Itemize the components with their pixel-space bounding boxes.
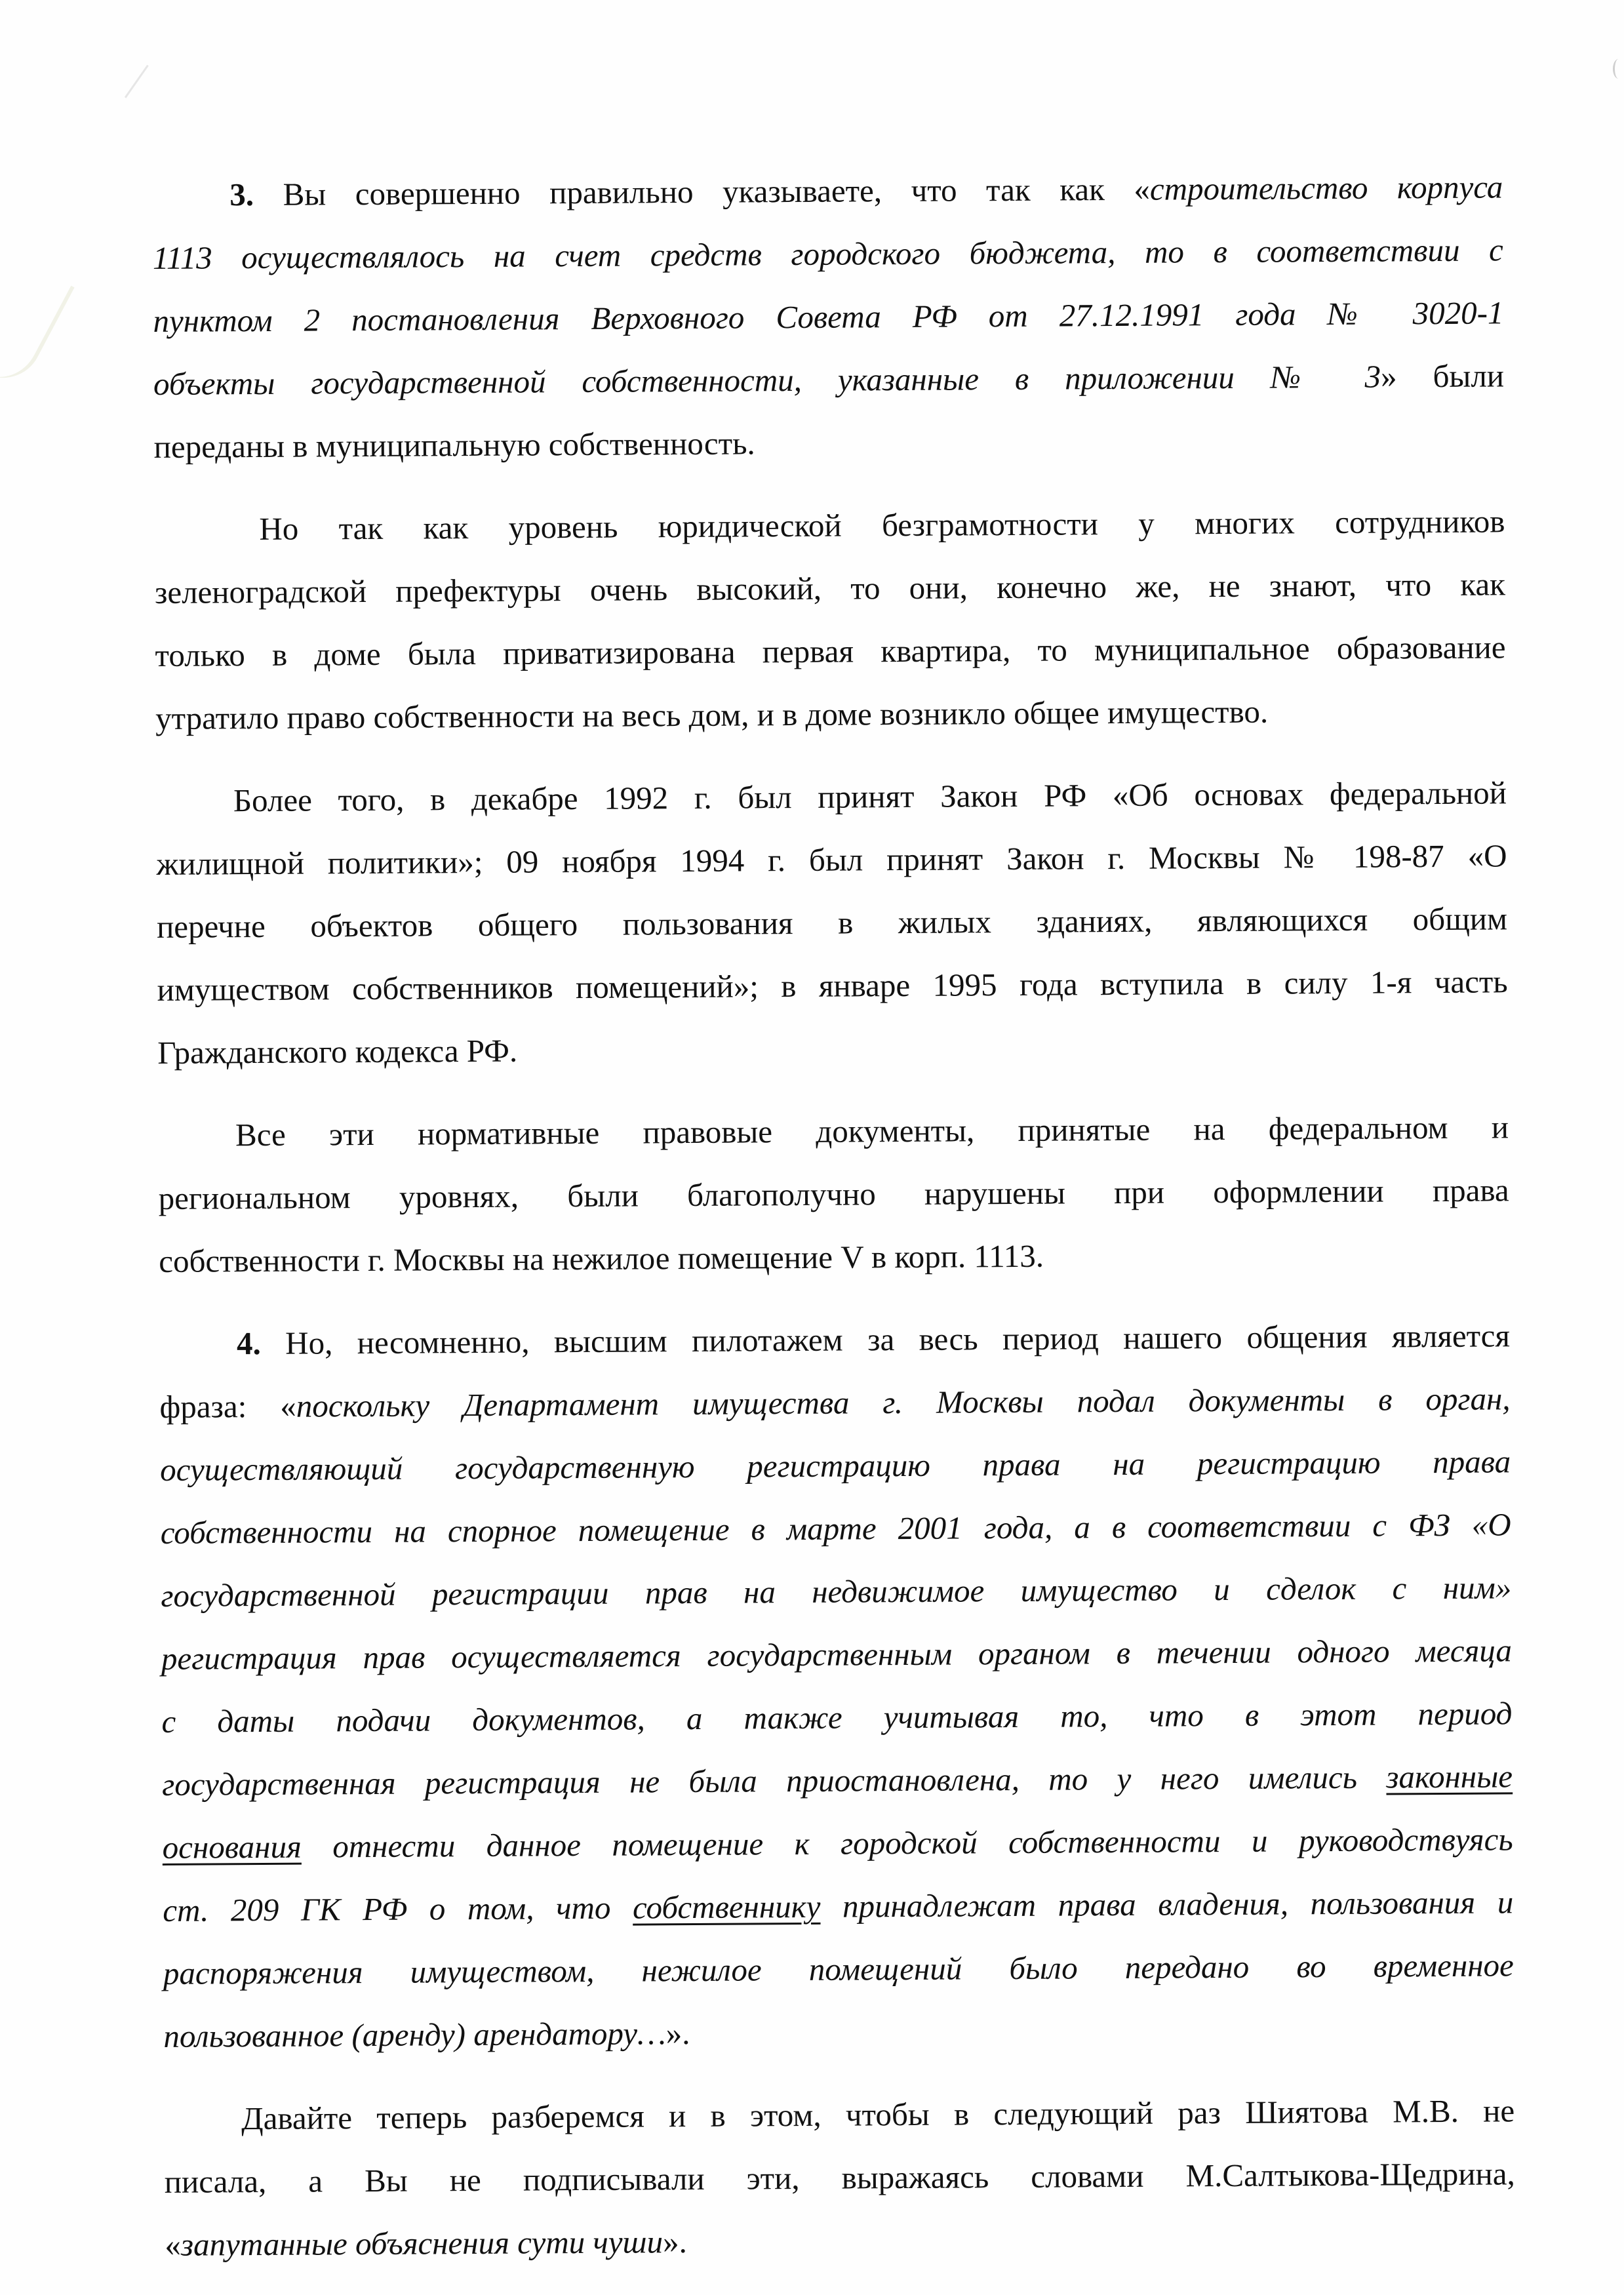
text-run: переданы в муниципальную собственность.	[153, 425, 755, 465]
scan-artifact	[125, 65, 159, 106]
text-line	[153, 218, 1504, 290]
text-run: государственная регистрация не была приостановлена, то у него имелись	[161, 1759, 1387, 1803]
text-line	[161, 1682, 1513, 1753]
text-run: ».	[665, 2015, 690, 2052]
text-run: зеленоградской префектуры очень высокий, то они, конечно же, не знают, что как	[154, 566, 1506, 610]
underlined-text: основания	[162, 1828, 302, 1866]
text-line	[157, 950, 1508, 1022]
text-run: писала, а Вы не подписывали эти, выражаясь словами М.Салтыкова-Щедрина,	[164, 2155, 1515, 2200]
text-line	[162, 1745, 1513, 1816]
paragraph	[158, 1096, 1510, 1293]
text-run: фраза: «	[159, 1387, 296, 1425]
text-run: » были	[1380, 357, 1505, 395]
text-line	[155, 679, 1507, 750]
text-run: Все эти нормативные правовые документы, принятые на федеральном и	[235, 1109, 1509, 1153]
paragraph	[164, 2079, 1516, 2277]
text-line	[164, 2079, 1515, 2151]
text-run: «	[165, 2226, 182, 2263]
text-line	[165, 2142, 1516, 2214]
paragraph-number: 4.	[236, 1325, 261, 1362]
text-line	[163, 1871, 1514, 1942]
text-line	[157, 1013, 1509, 1085]
text-line	[160, 1493, 1511, 1565]
text-run: Гражданского кодекса РФ.	[157, 1032, 518, 1071]
document-body	[152, 155, 1516, 2277]
underlined-text: законные	[1386, 1758, 1513, 1795]
scan-artifact	[0, 264, 75, 392]
text-run: пунктом 2 постановления Верховного Совета РФ от 27.12.1991 года № 3020-1	[153, 294, 1504, 339]
text-run: имуществом собственников помещений»; в январе 1995 года вступила в силу 1-я часть	[157, 963, 1508, 1008]
text-run: собственности на спорное помещение в марте 2001 года, а в соответствии с ФЗ «О	[160, 1506, 1511, 1551]
text-line	[154, 490, 1505, 561]
text-run: объекты государственной собственности, указанные в приложении № 3	[153, 358, 1381, 402]
text-run: перечне объектов общего пользования в жилых зданиях, являющихся общим	[156, 900, 1508, 945]
text-line	[157, 887, 1508, 959]
text-run: Но так как уровень юридической безграмотности у многих сотрудников	[259, 503, 1505, 548]
text-run: осуществляющий государственную регистрацию права на регистрацию права	[159, 1443, 1511, 1488]
text-line	[158, 1096, 1509, 1167]
text-line	[163, 1997, 1515, 2068]
paragraph	[159, 1304, 1515, 2068]
text-run: 1113 осуществлялось на счет средств городского бюджета, то в соответствии с	[152, 231, 1504, 276]
text-run: ».	[662, 2224, 687, 2260]
text-run: региональном уровнях, были благополучно нарушены при оформлении права	[158, 1172, 1509, 1216]
text-run: Вы совершенно правильно указываете, что так как «	[253, 170, 1151, 213]
text-line	[155, 553, 1506, 624]
text-run: Давайте теперь разберемся и в этом, чтобы в следующий раз Шиятова М.В. не	[241, 2092, 1515, 2137]
text-run: утратило право собственности на весь дом, и в доме возникло общее имущество.	[155, 693, 1269, 736]
text-line	[160, 1430, 1511, 1502]
text-run: государственной регистрации прав на недвижимое имущество и сделок с ним»	[161, 1569, 1512, 1614]
text-line	[153, 344, 1505, 416]
text-run: запутанные объяснения сути чуши	[180, 2224, 663, 2263]
text-run: поскольку Департамент имущества г. Москвы подал документы в орган,	[296, 1380, 1511, 1424]
text-run: с даты подачи документов, а также учитывая то, что в этот период	[161, 1695, 1513, 1740]
text-line	[152, 155, 1503, 227]
text-line	[159, 1222, 1510, 1293]
text-line	[156, 824, 1507, 896]
paragraph-number: 3.	[229, 176, 254, 213]
text-line	[159, 1367, 1511, 1439]
text-line	[159, 1304, 1511, 1376]
paragraph	[152, 155, 1505, 479]
underlined-text: собственнику	[632, 1888, 821, 1926]
text-line	[161, 1619, 1513, 1690]
text-line	[162, 1808, 1513, 1879]
text-run: ст. 209 ГК РФ о том, что	[163, 1889, 633, 1928]
text-run: принадлежат права владения, пользования и	[820, 1884, 1514, 1925]
paragraph	[154, 490, 1506, 750]
text-line	[158, 1159, 1509, 1230]
text-run: Но, несомненно, высшим пилотажем за весь период нашего общения является	[260, 1317, 1511, 1362]
scan-artifact	[1613, 59, 1624, 79]
text-line	[163, 1934, 1515, 2005]
text-run: жилищной политики»; 09 ноября 1994 г. был принят Закон г. Москвы № 198-87 «О	[156, 837, 1507, 882]
text-line	[165, 2205, 1516, 2277]
text-run: строительство корпуса	[1149, 169, 1503, 207]
text-run: распоряжения имуществом, нежилое помещений было передано во временное	[163, 1947, 1514, 1991]
text-line	[153, 407, 1505, 479]
text-run: пользованное (аренду) арендатору…	[163, 2015, 666, 2054]
text-run: Более того, в декабре 1992 г. был принят Закон РФ «Об основах федеральной	[233, 774, 1507, 819]
text-line	[155, 616, 1506, 687]
text-run: только в доме была приватизирована первая квартира, то муниципальное образование	[155, 629, 1506, 673]
text-run: собственности г. Москвы на нежилое помещение V в корп. 1113.	[159, 1237, 1044, 1279]
paragraph	[156, 761, 1509, 1085]
text-run: регистрация прав осуществляется государственным органом в течении одного месяца	[161, 1632, 1513, 1677]
text-line	[153, 281, 1504, 353]
text-run: отнести данное помещение к городской собственности и руководствуясь	[301, 1821, 1513, 1865]
text-line	[161, 1556, 1512, 1627]
text-line	[156, 761, 1507, 833]
